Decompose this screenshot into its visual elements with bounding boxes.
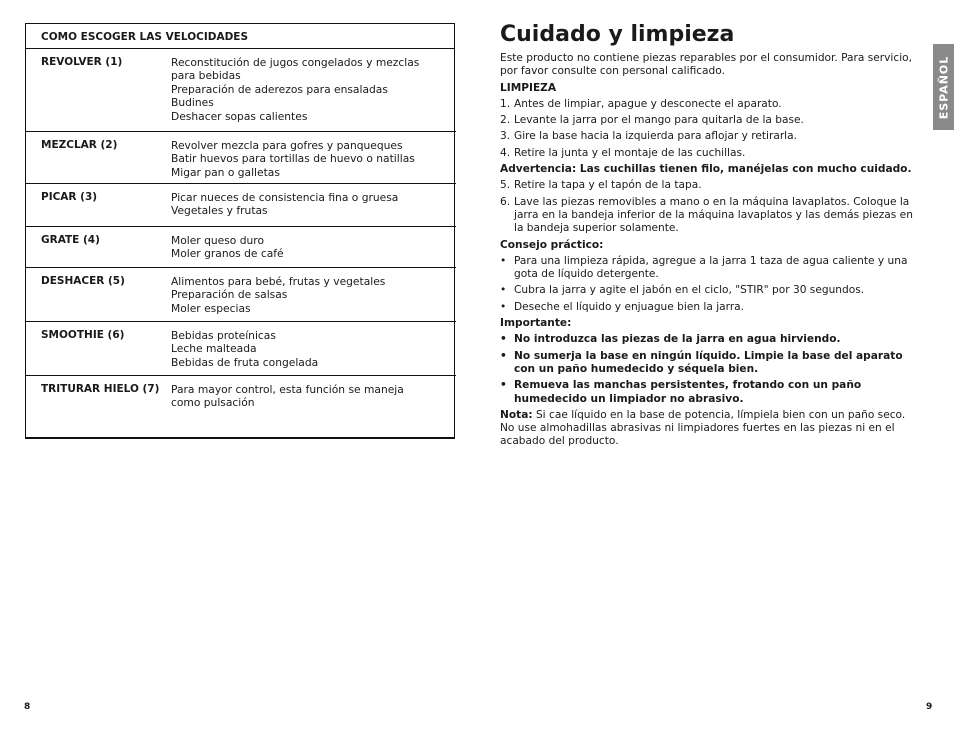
table-row: [26, 322, 456, 376]
row-item: Batir huevos para tortillas de huevo o natillas: [171, 152, 415, 166]
bullet-icon: •: [500, 349, 507, 362]
important-text: No introduzca las piezas de la jarra en agua hirviendo.: [514, 333, 841, 346]
list-item: [500, 379, 915, 406]
page-number-left: 8: [24, 702, 31, 712]
row-items: [171, 191, 441, 218]
table-row: [26, 132, 456, 184]
row-item: Leche malteada: [171, 342, 257, 356]
cleaning-heading: LIMPIEZA: [500, 81, 557, 94]
important-text: Remueva las manchas persistentes, frotando con un paño humedecido un limpiador no abrasivo.: [514, 379, 862, 405]
row-label: DESHACER (5): [41, 275, 125, 287]
bullet-icon: •: [500, 300, 507, 313]
row-label: REVOLVER (1): [41, 56, 123, 68]
step-text: Antes de limpiar, apague y desconecte el aparato.: [514, 97, 782, 110]
tip-text: Deseche el líquido y enjuague bien la jarra.: [514, 300, 745, 313]
row-item: Deshacer sopas calientes: [171, 109, 308, 123]
row-label: GRATE (4): [41, 234, 100, 246]
row-item: Revolver mezcla para gofres y panqueques: [171, 139, 403, 152]
row-item: Alimentos para bebé, frutas y vegetales: [171, 275, 386, 288]
intro-paragraph: Este producto no contiene piezas reparables por el consumidor. Para servicio, por favor consulte con personal calificado.: [500, 52, 912, 78]
tip-heading: Consejo práctico:: [500, 238, 604, 251]
table-row: [26, 227, 456, 268]
row-items: [171, 383, 441, 410]
step-text: Gire la base hacia la izquierda para aflojar y retirarla.: [514, 130, 797, 143]
row-label: PICAR (3): [41, 191, 98, 203]
page-number-right: 9: [926, 702, 933, 712]
important-text: No sumerja la base en ningún líquido. Limpie la base del aparato con un paño humedecido y séquela bien.: [514, 349, 903, 375]
row-item: Preparación de aderezos para ensaladas: [171, 82, 388, 96]
table-row: [26, 184, 456, 227]
list-item: [500, 255, 915, 282]
row-label: TRITURAR HIELO (7): [41, 383, 160, 395]
table-title: COMO ESCOGER LAS VELOCIDADES: [26, 24, 455, 49]
step-text: Retire la tapa y el tapón de la tapa.: [514, 179, 702, 192]
row-item: Moler especias: [171, 301, 251, 315]
step-text: Levante la jarra por el mango para quitarla de la base.: [514, 114, 804, 127]
list-item: [500, 350, 915, 377]
step-number: 3.: [500, 130, 511, 143]
list-item: [500, 130, 915, 143]
tip-text: Para una limpieza rápida, agregue a la jarra 1 taza de agua caliente y una gota de líquido detergente.: [514, 254, 908, 281]
row-item: Moler granos de café: [171, 247, 284, 261]
row-label: SMOOTHIE (6): [41, 329, 125, 341]
care-cleaning-section: [500, 22, 915, 452]
step-number: 6.: [500, 195, 511, 208]
bullet-icon: •: [500, 284, 507, 297]
row-items: [171, 275, 441, 315]
list-item: [500, 196, 915, 236]
list-item: [500, 179, 915, 192]
table-row: [26, 268, 456, 322]
bullet-icon: •: [500, 254, 507, 267]
important-heading: Importante:: [500, 317, 572, 330]
row-item: Para mayor control, esta función se maneja: [171, 383, 404, 396]
bullet-icon: •: [500, 333, 507, 346]
bullet-icon: •: [500, 379, 507, 392]
warning-text: Advertencia: Las cuchillas tienen filo, manéjelas con mucho cuidado.: [500, 163, 912, 176]
row-item: Migar pan o galletas: [171, 165, 280, 179]
row-item: Vegetales y frutas: [171, 204, 268, 218]
step-number: 5.: [500, 179, 511, 192]
language-tab: [933, 44, 954, 130]
step-text: Retire la junta y el montaje de las cuchillas.: [514, 146, 746, 159]
page-title: Cuidado y limpieza: [500, 22, 735, 47]
list-item: [500, 98, 915, 111]
note-paragraph: [500, 409, 915, 449]
table-row: [26, 49, 456, 132]
row-item: Bebidas de fruta congelada: [171, 355, 319, 369]
row-items: [171, 139, 441, 179]
row-items: [171, 56, 441, 123]
note-text: Si cae líquido en la base de potencia, límpiela bien con un paño seco. No use almohadillas abrasivas ni limpiadores fuertes en las piezas ni en el acabado del producto.: [500, 408, 906, 448]
row-item: Bebidas proteínicas: [171, 329, 276, 342]
list-item: [500, 114, 915, 127]
tip-text: Cubra la jarra y agite el jabón en el ciclo, "STIR" por 30 segundos.: [514, 284, 865, 297]
row-item: Budines: [171, 96, 214, 110]
step-number: 1.: [500, 97, 511, 110]
step-number: 4.: [500, 146, 511, 159]
list-item: [500, 333, 915, 346]
step-text: Lave las piezas removibles a mano o en la máquina lavaplatos. Coloque la jarra en la bandeja inferior de la máquina lavaplatos y las demás piezas en la bandeja superior solamente.: [514, 195, 913, 235]
list-item: [500, 147, 915, 160]
row-item: Moler queso duro: [171, 234, 264, 247]
row-label: MEZCLAR (2): [41, 139, 118, 151]
row-items: [171, 234, 441, 261]
language-tab-label: ESPAÑOL: [937, 55, 951, 119]
row-item: para bebidas: [171, 69, 241, 83]
row-item: Preparación de salsas: [171, 288, 288, 302]
list-item: [500, 301, 915, 314]
speed-selection-table: [25, 23, 455, 439]
row-item: Reconstitución de jugos congelados y mezclas: [171, 56, 420, 69]
table-row: [26, 376, 456, 438]
row-item: Picar nueces de consistencia fina o gruesa: [171, 191, 399, 204]
step-number: 2.: [500, 114, 511, 127]
row-item: como pulsación: [171, 396, 255, 410]
note-label: Nota:: [500, 408, 533, 421]
list-item: [500, 284, 915, 297]
row-items: [171, 329, 441, 369]
